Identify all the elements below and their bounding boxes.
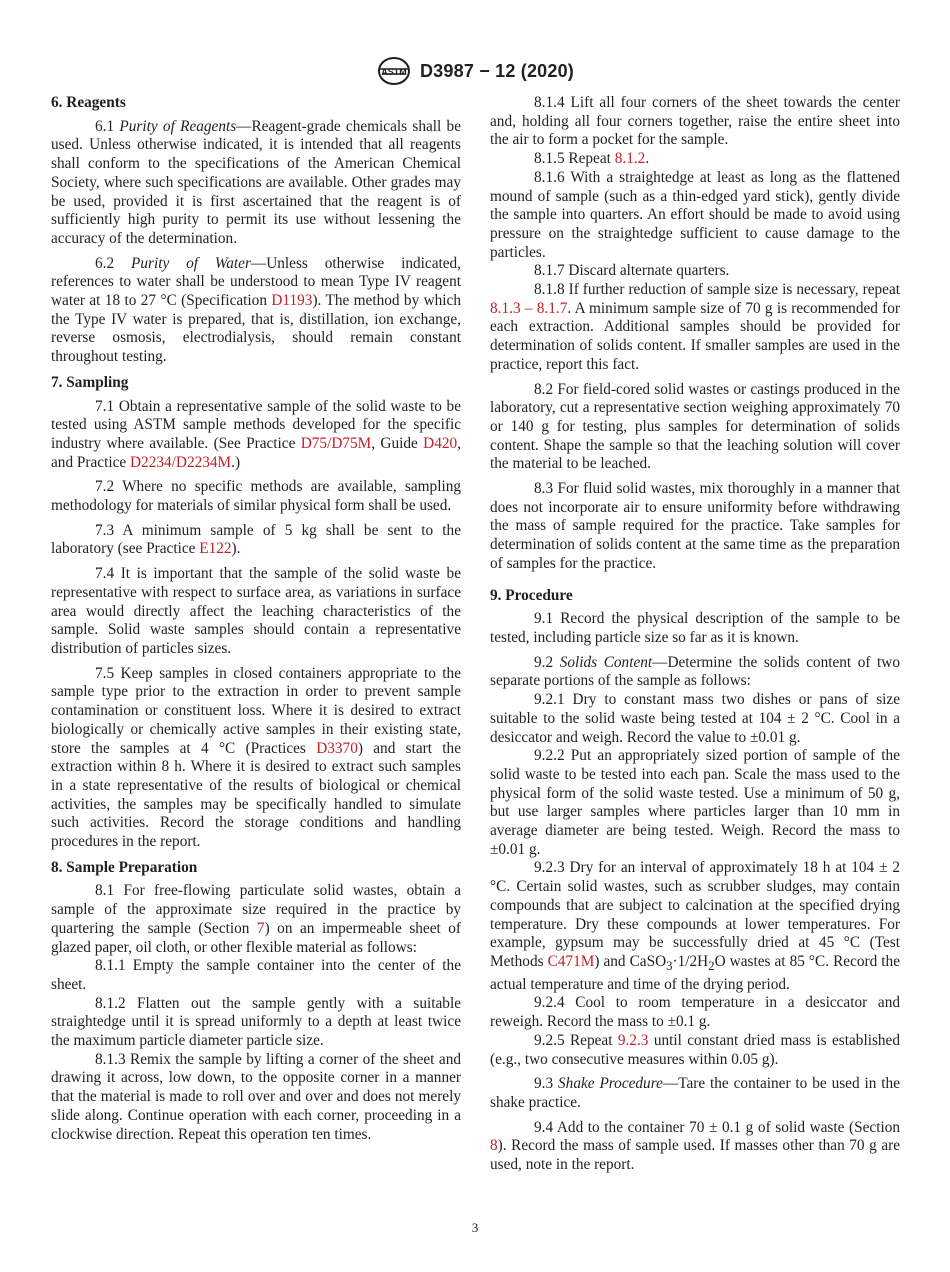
section-8-heading: 8. Sample Preparation xyxy=(51,858,198,876)
ref-link-section-8[interactable]: 8 xyxy=(490,1137,498,1155)
paragraph-8-1-8: 8.1.8 If further reduction of sample size is necessary, repeat 8.1.3 – 8.1.7. A minimum sample size of 70 g is recommended for each extraction. Additional samples should be provided for determination of solids content. If smaller samples are used in the practice, report this fact. xyxy=(490,281,900,373)
paragraph-7-3: 7.3 A minimum sample of 5 kg shall be sent to the laboratory (see Practice E122). xyxy=(51,521,461,558)
section-7-heading: 7. Sampling xyxy=(51,373,129,391)
paragraph-9-2-4: 9.2.4 Cool to room temperature in a desiccator and reweigh. Record the mass to ±0.1 g. xyxy=(490,994,900,1031)
ref-link-d2234[interactable]: D2234/D2234M xyxy=(130,453,232,471)
paragraph-7-5: 7.5 Keep samples in closed containers appropriate to the sample type prior to the extraction in order to prevent sample contamination or constituent loss. Where it is desired to extract biologically or chemically active samples in their existing state, store the samples at 4 °C (Practices D3370) and start the extraction within 8 h. Where it is desired to extract such samples in a state representative of the results of biological or chemical activities, the samples may be specifically handled to simulate such activities. Record the storage conditions and handling procedures in the report. xyxy=(51,664,461,851)
ref-link-d3370[interactable]: D3370 xyxy=(316,739,358,757)
paragraph-7-1: 7.1 Obtain a representative sample of the solid waste to be tested using ASTM sample methods developed for the specific industry where available. (See Practice D75/D75M, Guide D420, and Practice D2234/D2234M.) xyxy=(51,397,461,471)
ref-link-c471m[interactable]: C471M xyxy=(547,952,595,970)
paragraph-8-2: 8.2 For field-cored solid wastes or castings produced in the laboratory, cut a representative section weighing approximately 70 or 140 g for testing, plus samples for determination of solids content. Shape the sample so that the leaching solution will cover the material to be leached. xyxy=(490,380,900,473)
paragraph-8-1-7: 8.1.7 Discard alternate quarters. xyxy=(534,262,730,280)
ref-link-e122[interactable]: E122 xyxy=(199,540,232,558)
paragraph-8-3: 8.3 For fluid solid wastes, mix thoroughly in a manner that does not incorporate air to ensure uniformity before withdrawing the mass of sample required for the practice. Take samples for determination of solids content at the same time as the preparation of samples for the practice. xyxy=(490,480,900,572)
ref-link-d420[interactable]: D420 xyxy=(423,434,458,452)
paragraph-8-1-4: 8.1.4 Lift all four corners of the sheet towards the center and, holding all four corners together, raise the entire sheet into the air to form a pocket for the sample. xyxy=(490,94,900,149)
paragraph-7-2: 7.2 Where no specific methods are available, sampling methodology for materials of similar physical form shall be used. xyxy=(51,478,461,515)
paragraph-9-3: 9.3 Shake Procedure—Tare the container to be used in the shake practice. xyxy=(490,1075,900,1111)
document-designation: D3987 − 12 (2020) xyxy=(419,60,574,81)
paragraph-8-1-6: 8.1.6 With a straightedge at least as long as the flattened mound of sample (such as a thin-edged yard stick), gently divide the sample into quarters. An effort should be made to avoid using pressure on the straightedge sufficient to cause damage to the particles. xyxy=(490,168,900,261)
page-number: 3 xyxy=(471,1220,479,1235)
ref-link-8-1-2[interactable]: 8.1.2 xyxy=(614,150,646,168)
paragraph-6-1: 6.1 Purity of Reagents—Reagent-grade chemicals shall be used. Unless otherwise indicated, it is intended that all reagents shall conform to the specifications of the American Chemical Society, where such specifications are available. Other grades may be used, provided it is first ascertained that the reagent is of sufficiently high purity to permit its use without lessening the accuracy of the determination. xyxy=(51,117,461,247)
paragraph-9-4: 9.4 Add to the container 70 ± 0.1 g of solid waste (Section 8). Record the mass of sample used. If masses other than 70 g are used, note in the report. xyxy=(490,1118,900,1174)
svg-text:ASTM: ASTM xyxy=(381,67,407,77)
ref-link-8-1-3-to-8-1-7[interactable]: 8.1.3 – 8.1.7 xyxy=(490,299,568,317)
paragraph-6-2: 6.2 Purity of Water—Unless otherwise indicated, references to water shall be understood to mean Type IV reagent water at 18 to 27 °C (Specification D1193). The method by which the Type IV water is prepared, that is, distillation, ion exchange, reverse osmosis, electrodialysis, should remain constant throughout testing. xyxy=(51,254,461,366)
paragraph-8-1-5: 8.1.5 Repeat 8.1.2. xyxy=(534,150,650,168)
ref-link-d75[interactable]: D75/D75M xyxy=(300,434,372,452)
paragraph-8-1-1: 8.1.1 Empty the sample container into the center of the sheet. xyxy=(51,957,461,993)
astm-logo-icon xyxy=(376,56,412,86)
left-column xyxy=(51,94,461,1144)
paragraph-9-2-2: 9.2.2 Put an appropriately sized portion of sample of the solid waste to be tested into each pan. Scale the mass used to the physical form of the solid waste tested. Use a minimum of 50 g, but use larger samples where particles larger than 10 mm in average diameter are being tested. Weigh. Record the mass to ±0.01 g. xyxy=(490,747,900,858)
section-6-heading: 6. Reagents xyxy=(51,94,126,111)
paragraph-9-2-3: 9.2.3 Dry for an interval of approximately 18 h at 104 ± 2 °C. Certain solid wastes, such as scrubber sludges, may contain compounds that are subject to calcination at the specified drying temperature. Dry these compounds at lower temperatures. For example, gypsum may be successfully dried at 45 °C (Test Methods C471M) and $CaSO_3\cdot 1/2H_2O$ wastes at 85 °C. Record the actual temperature and time of the drying period. xyxy=(490,859,900,993)
ref-link-d1193[interactable]: D1193 xyxy=(271,292,313,310)
paragraph-9-2-1: 9.2.1 Dry to constant mass two dishes or pans of size suitable to the solid waste being tested at 104 ± 2 °C. Cool in a desiccator and weigh. Record the value to ±0.01 g. xyxy=(490,691,900,746)
section-9-heading: 9. Procedure xyxy=(490,586,573,604)
page-header xyxy=(0,56,950,86)
paragraph-8-1: 8.1 For free-flowing particulate solid wastes, obtain a sample of the approximate size required in the practice by quartering the sample (Section 7) on an impermeable sheet of glazed paper, oil cloth, or other flexible material as follows: xyxy=(51,882,462,956)
paragraph-8-1-2: 8.1.2 Flatten out the sample gently with a suitable straightedge until it is spread uniformly to a depth at least twice the maximum particle diameter particle size. xyxy=(51,994,461,1050)
paragraph-7-4: 7.4 It is important that the sample of the solid waste be representative with respect to surface area, as variations in surface area would directly affect the leaching characteristics of the sample. Solid waste samples should contain a representative distribution of particles sizes. xyxy=(51,565,461,657)
paragraph-8-1-3: 8.1.3 Remix the sample by lifting a corner of the sheet and drawing it across, low down, to the opposite corner in a manner that the material is made to roll over and over and does not merely slide along. Continue operation with each corner, proceeding in a clockwise direction. Repeat this operation ten times. xyxy=(51,1050,461,1143)
paragraph-9-2: 9.2 Solids Content—Determine the solids content of two separate portions of the sample as follows: xyxy=(490,653,901,690)
ref-link-section-7[interactable]: 7 xyxy=(256,919,265,937)
paragraph-9-2-5: 9.2.5 Repeat 9.2.3 until constant dried mass is established (e.g., two consecutive measures within 0.05 g). xyxy=(490,1031,900,1068)
paragraph-9-1: 9.1 Record the physical description of the sample to be tested, including particle size so far as it is known. xyxy=(490,610,900,646)
right-column xyxy=(490,94,900,1175)
ref-link-9-2-3[interactable]: 9.2.3 xyxy=(617,1031,649,1049)
